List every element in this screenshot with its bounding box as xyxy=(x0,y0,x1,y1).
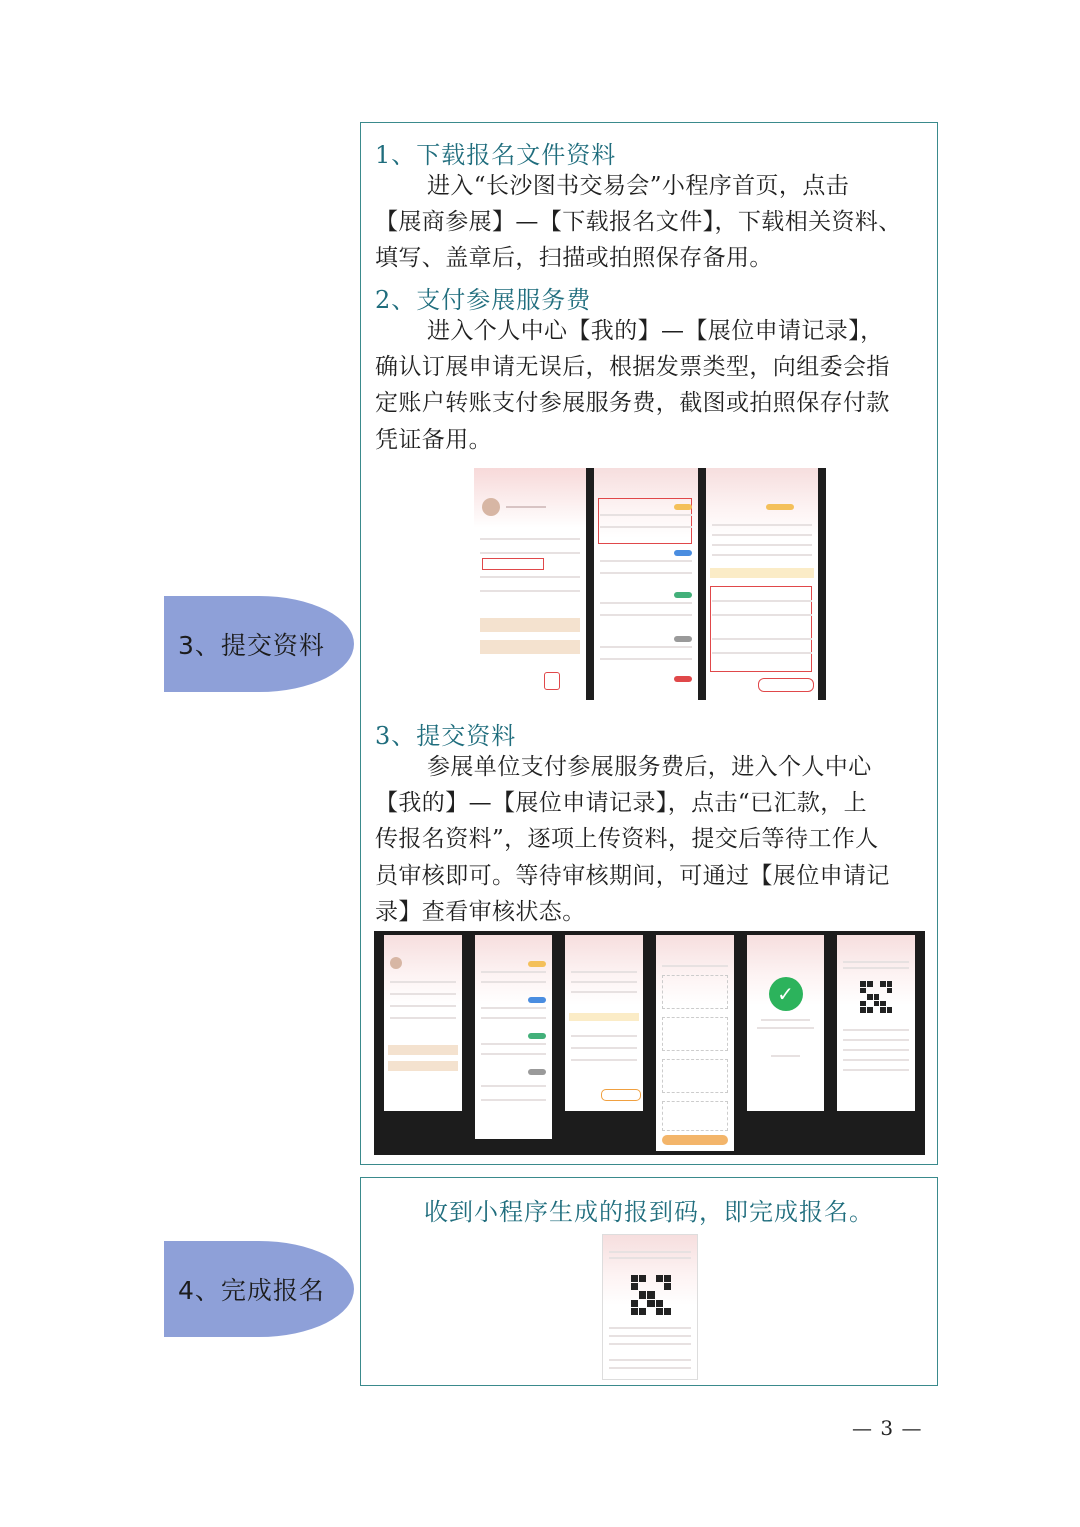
page-number: — 3 — xyxy=(852,1416,923,1440)
step-pay-text: 进入个人中心【我的】—【展位申请记录】， 确认订展申请无误后，根据发票类型，向组委会指 定账户转账支付参展服务费，截图或拍照保存付款 凭证备用。 xyxy=(375,318,890,453)
submit-screenshots xyxy=(374,931,925,1155)
steps-box xyxy=(360,122,938,1165)
step-submit-title: 3、提交资料 xyxy=(375,722,517,750)
screenshot-6 xyxy=(837,935,915,1111)
step-download-title: 1、下载报名文件资料 xyxy=(375,141,617,169)
screenshot-2 xyxy=(475,935,553,1139)
screenshot-3 xyxy=(565,935,643,1111)
screenshot-1 xyxy=(384,935,462,1111)
checkin-qr-icon xyxy=(631,1275,671,1315)
complete-box xyxy=(360,1177,938,1386)
complete-text: 收到小程序生成的报到码，即完成报名。 xyxy=(424,1198,874,1226)
screenshot-4 xyxy=(656,935,734,1151)
qr-code-icon xyxy=(860,981,892,1013)
step-tag-complete: 4、完成报名 xyxy=(164,1241,354,1337)
step-download-text: 进入“长沙图书交易会”小程序首页，点击 【展商参展】—【下载报名文件】，下载相关资料、 填写、盖章后，扫描或拍照保存备用。 xyxy=(375,173,902,272)
step-tag-submit: 3、提交资料 xyxy=(164,596,354,692)
pay-screenshots xyxy=(474,468,826,700)
screenshot-my-center xyxy=(474,468,586,700)
screenshot-booth-summary xyxy=(706,468,818,700)
screenshot-5 xyxy=(747,935,825,1111)
step-pay-title: 2、支付参展服务费 xyxy=(375,286,592,314)
step-submit-text: 参展单位支付参展服务费后，进入个人中心 【我的】—【展位申请记录】，点击“已汇款，上 传报名资料”，逐项上传资料，提交后等待工作人 员审核即可。等待审核期间，可通过【展位申请记 录】查看审核状态。 xyxy=(375,754,890,925)
screenshot-checkin-code xyxy=(602,1234,698,1380)
screenshot-application-records xyxy=(594,468,698,700)
success-check-icon: ✓ xyxy=(769,977,803,1011)
